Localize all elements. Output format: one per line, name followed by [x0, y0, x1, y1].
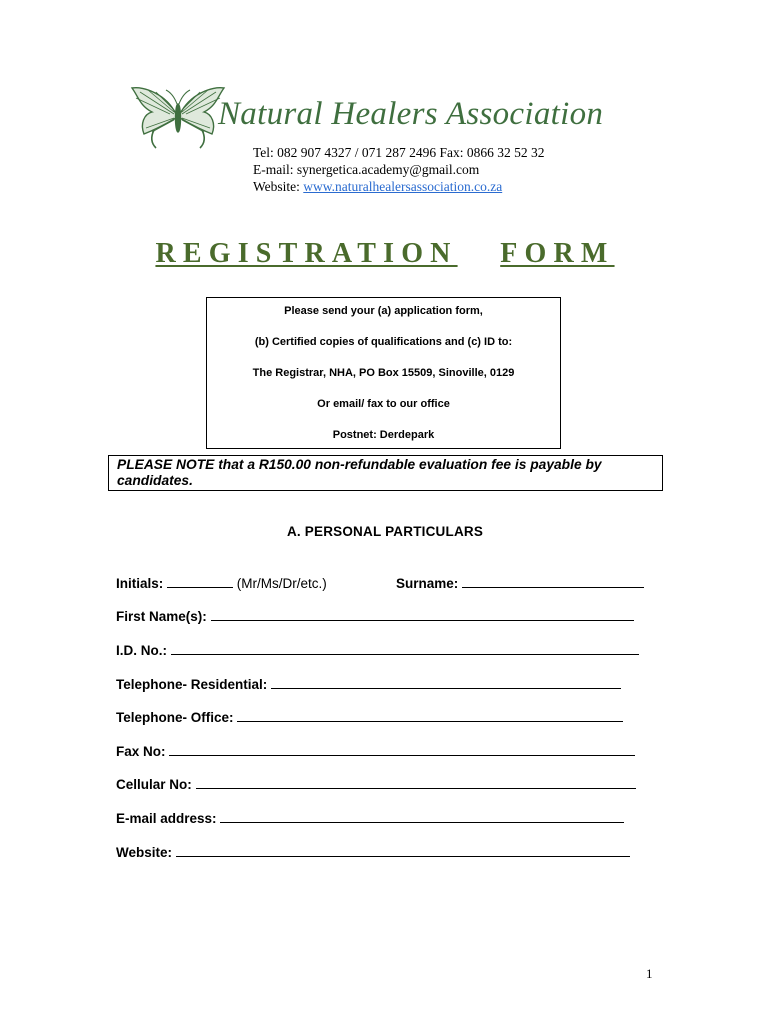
telephone-office-label: Telephone- Office: — [116, 710, 234, 725]
surname-label: Surname: — [396, 576, 459, 591]
instruction-line: Postnet: Derdepark — [332, 429, 435, 441]
initials-field[interactable] — [116, 575, 327, 591]
instruction-line: Please send your (a) application form, — [284, 305, 483, 317]
title-word-registration: REGISTRATION — [155, 238, 458, 269]
cellular-input-line[interactable] — [196, 776, 636, 789]
instruction-line: Or email/ fax to our office — [317, 398, 450, 410]
first-names-input-line[interactable] — [211, 608, 634, 621]
title-word-form: FORM — [500, 238, 615, 269]
telephone-line: Tel: 082 907 4327 / 071 287 2496 Fax: 0866 32 52 32 — [253, 145, 545, 160]
id-number-input-line[interactable] — [171, 642, 639, 655]
email-label: E-mail address: — [116, 811, 217, 826]
first-names-label: First Name(s): — [116, 609, 207, 624]
website-input-line[interactable] — [176, 844, 630, 857]
telephone-residential-label: Telephone- Residential: — [116, 677, 268, 692]
fax-field[interactable] — [116, 743, 635, 759]
initials-label: Initials: — [116, 576, 164, 591]
id-number-label: I.D. No.: — [116, 643, 167, 658]
fax-label: Fax No: — [116, 744, 166, 759]
telephone-office-field[interactable] — [116, 709, 623, 725]
website-field-label: Website: — [116, 845, 173, 860]
surname-input-line[interactable] — [462, 575, 644, 588]
initials-hint: (Mr/Ms/Dr/etc.) — [236, 576, 327, 591]
email-input-line[interactable] — [220, 810, 624, 823]
instruction-line: The Registrar, NHA, PO Box 15509, Sinoville, 0129 — [252, 367, 515, 379]
page-title — [0, 238, 770, 270]
email-field[interactable] — [116, 810, 624, 826]
organization-name: Natural Healers Association — [218, 96, 604, 132]
website-field[interactable] — [116, 844, 630, 860]
instructions-box — [206, 297, 561, 449]
telephone-residential-input-line[interactable] — [271, 676, 621, 689]
website-link[interactable]: www.naturalhealersassociation.co.za — [303, 179, 503, 194]
initials-input-line[interactable] — [167, 575, 233, 588]
surname-field[interactable] — [396, 575, 644, 591]
website-label: Website: — [253, 179, 304, 194]
butterfly-icon — [130, 84, 226, 150]
website-line — [253, 179, 502, 195]
instruction-line: (b) Certified copies of qualifications and (c) ID to: — [254, 336, 513, 348]
email-line: E-mail: synergetica.academy@gmail.com — [253, 162, 480, 177]
id-number-field[interactable] — [116, 642, 639, 658]
telephone-residential-field[interactable] — [116, 676, 621, 692]
page-number: 1 — [646, 966, 653, 981]
section-title: A. PERSONAL PARTICULARS — [286, 524, 484, 539]
fax-input-line[interactable] — [169, 743, 635, 756]
fee-note: PLEASE NOTE that a R150.00 non-refundable evaluation fee is payable by candidates. — [108, 455, 663, 491]
first-names-field[interactable] — [116, 608, 634, 624]
cellular-label: Cellular No: — [116, 777, 192, 792]
cellular-field[interactable] — [116, 776, 636, 792]
telephone-office-input-line[interactable] — [237, 709, 623, 722]
